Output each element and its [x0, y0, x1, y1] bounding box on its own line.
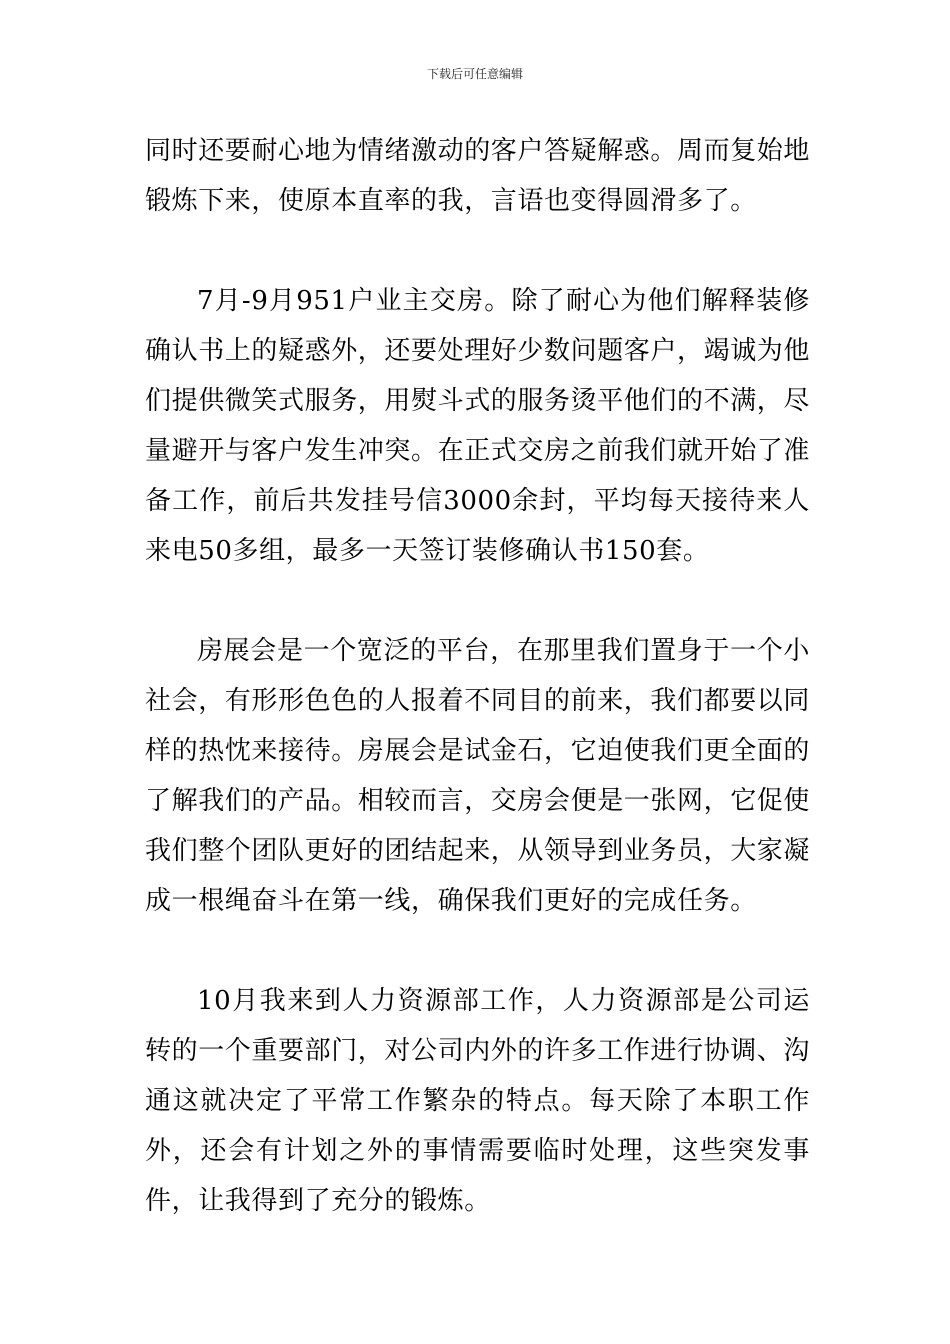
document-body: [145, 126, 810, 1226]
paragraph-continuation: 同时还要耐心地为情绪激动的客户答疑解惑。周而复始地锻炼下来，使原本直率的我，言语也变得圆滑多了。: [145, 136, 811, 216]
paragraph-hr-department: 10月我来到人力资源部工作，人力资源部是公司运转的一个重要部门，对公司内外的许多工作进行协调、沟通这就决定了平常工作繁杂的特点。每天除了本职工作外，还会有计划之外的事情需要临时处理，这些突发事件，让我得到了充分的锻炼。: [145, 986, 811, 1216]
paragraph-gap: [145, 926, 810, 976]
paragraph-handover: 7月-9月951户业主交房。除了耐心为他们解释装修确认书上的疑惑外，还要处理好少数问题客户，竭诚为他们提供微笑式服务，用熨斗式的服务烫平他们的不满，尽量避开与客户发生冲突。在正式交房之前我们就开始了准备工作，前后共发挂号信3000余封，平均每天接待来人来电50多组，最多一天签订装修确认书150套。: [145, 286, 811, 566]
paragraph-gap: [145, 226, 810, 276]
paragraph-house-fair: 房展会是一个宽泛的平台，在那里我们置身于一个小社会，有形形色色的人报着不同目的前来，我们都要以同样的热忱来接待。房展会是试金石，它迫使我们更全面的了解我们的产品。相较而言，交房会便是一张网，它促使我们整个团队更好的团结起来，从领导到业务员，大家凝成一根绳奋斗在第一线，确保我们更好的完成任务。: [145, 636, 811, 916]
paragraph-gap: [145, 576, 810, 626]
page-header: 下载后可任意编辑: [426, 67, 523, 81]
